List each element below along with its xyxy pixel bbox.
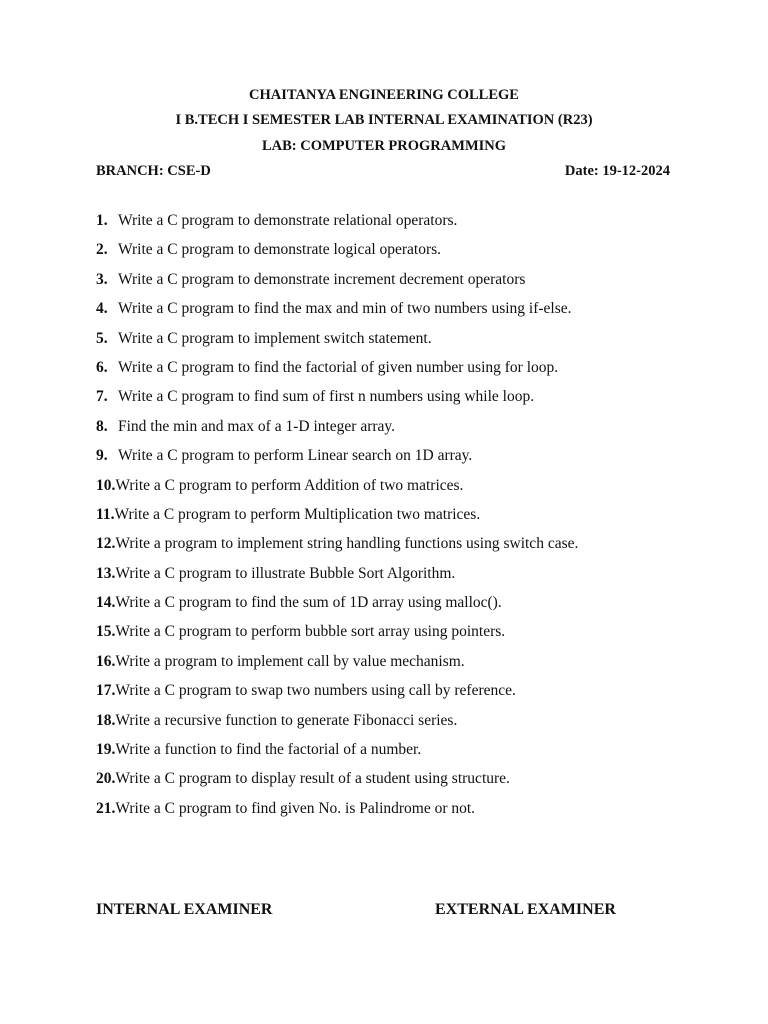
question-text: Write a program to implement call by value mechanism. — [115, 652, 465, 670]
meta-row — [96, 162, 670, 180]
question-number: 8. — [96, 417, 108, 435]
date-label: Date: 19-12-2024 — [564, 163, 670, 179]
question-number: 16. — [96, 652, 116, 670]
question-item — [96, 240, 696, 269]
question-item — [96, 446, 696, 475]
question-number: 2. — [96, 241, 108, 259]
question-number: 7. — [96, 388, 108, 406]
question-item — [96, 417, 696, 446]
question-text: Write a C program to find the factorial of given number using for loop. — [118, 358, 559, 376]
question-text: Write a C program to implement switch statement. — [118, 329, 432, 347]
question-text: Find the min and max of a 1-D integer array. — [118, 417, 396, 435]
question-number: 1. — [96, 212, 108, 229]
question-item — [96, 270, 696, 299]
question-item — [96, 769, 696, 798]
question-text: Write a C program to find the sum of 1D array using malloc(). — [115, 594, 502, 612]
question-item — [96, 652, 696, 681]
question-number: 19. — [96, 741, 116, 759]
question-number: 21. — [96, 799, 116, 817]
question-text: Write a program to implement string handling functions using switch case. — [115, 535, 579, 553]
question-item — [96, 211, 696, 240]
question-number: 20. — [96, 770, 116, 788]
question-number: 10. — [96, 476, 116, 494]
question-number: 18. — [96, 711, 116, 729]
question-text: Write a C program to swap two numbers using call by reference. — [115, 682, 516, 700]
question-text: Write a C program to demonstrate logical operators. — [118, 241, 442, 259]
question-item — [96, 799, 696, 828]
question-text: Write a C program to illustrate Bubble Sort Algorithm. — [115, 564, 456, 582]
question-number: 12. — [96, 535, 116, 553]
branch-label: BRANCH: CSE-D — [96, 163, 211, 179]
question-number: 3. — [96, 270, 108, 288]
question-text: Write a recursive function to generate Fibonacci series. — [115, 711, 458, 729]
signatures — [96, 900, 656, 920]
question-item — [96, 622, 696, 651]
question-number: 11. — [96, 505, 115, 523]
question-number: 14. — [96, 594, 116, 612]
question-item — [96, 534, 696, 563]
question-number: 5. — [96, 329, 108, 347]
question-number: 9. — [96, 447, 108, 465]
college-name: CHAITANYA ENGINEERING COLLEGE — [249, 87, 519, 103]
question-text: Write a C program to find the max and min of two numbers using if-else. — [118, 300, 572, 318]
question-text: Write a C program to demonstrate relational operators. — [118, 212, 458, 229]
question-item — [96, 476, 696, 505]
question-item — [96, 740, 696, 769]
question-number: 13. — [96, 564, 116, 582]
question-item — [96, 564, 696, 593]
question-text: Write a C program to demonstrate increment decrement operators — [118, 270, 526, 288]
question-item — [96, 387, 696, 416]
question-item — [96, 681, 696, 710]
question-item — [96, 505, 696, 534]
lab-title: LAB: COMPUTER PROGRAMMING — [261, 138, 507, 154]
question-text: Write a C program to find sum of first n numbers using while loop. — [118, 388, 535, 406]
question-text: Write a C program to perform Linear search on 1D array. — [118, 447, 473, 465]
question-list — [96, 211, 696, 828]
internal-examiner-label: INTERNAL EXAMINER — [96, 901, 273, 918]
question-item — [96, 329, 696, 358]
question-text: Write a C program to display result of a student using structure. — [115, 770, 510, 788]
question-text: Write a C program to find given No. is Palindrome or not. — [115, 799, 476, 817]
question-text: Write a C program to perform Multiplication two matrices. — [114, 505, 481, 523]
question-item — [96, 358, 696, 387]
question-text: Write a function to find the factorial of a number. — [115, 741, 422, 759]
external-examiner-label: EXTERNAL EXAMINER — [435, 901, 616, 918]
question-text: Write a C program to perform Addition of two matrices. — [115, 476, 464, 494]
question-item — [96, 299, 696, 328]
question-number: 15. — [96, 623, 116, 641]
question-number: 17. — [96, 682, 116, 700]
question-item — [96, 593, 696, 622]
question-text: Write a C program to perform bubble sort array using pointers. — [115, 623, 506, 641]
question-item — [96, 711, 696, 740]
question-number: 6. — [96, 358, 108, 376]
exam-title: I B.TECH I SEMESTER LAB INTERNAL EXAMINATION (R23) — [175, 112, 593, 128]
question-number: 4. — [96, 300, 108, 318]
